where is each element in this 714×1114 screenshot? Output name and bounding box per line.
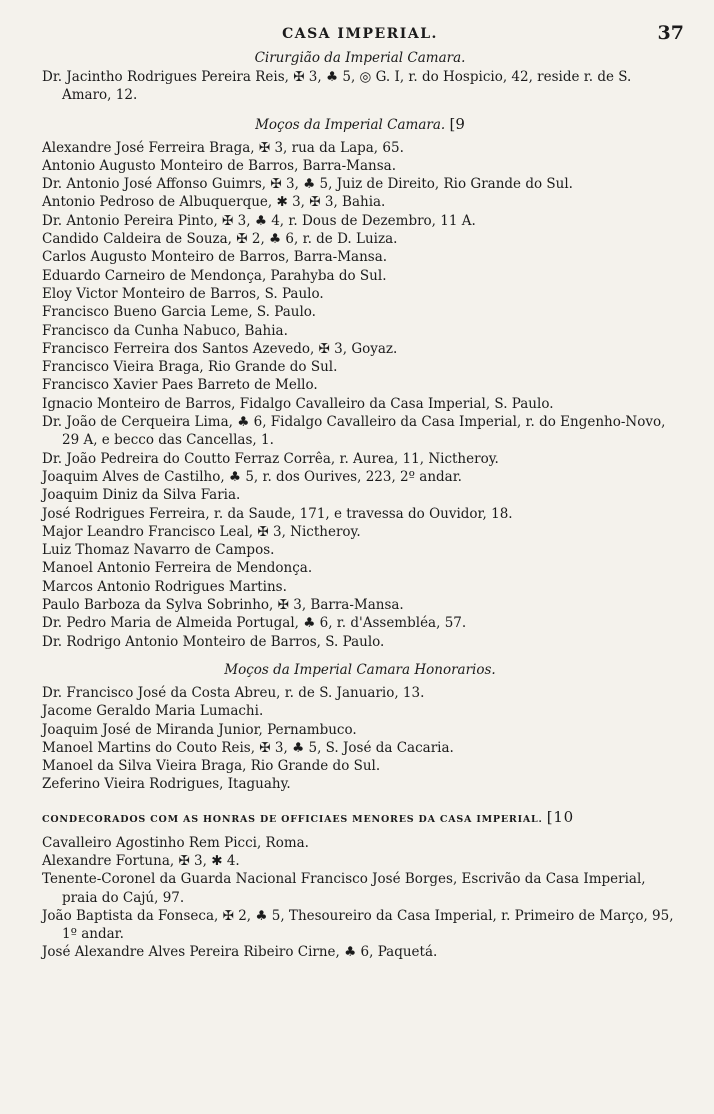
- section-heading-cirurgiao: Cirurgião da Imperial Camara.: [254, 50, 466, 66]
- list-item: Dr. Francisco José da Costa Abreu, r. de S. Januario, 13.: [42, 684, 425, 701]
- page-number: 37: [657, 22, 684, 44]
- list-item: Dr. Rodrigo Antonio Monteiro de Barros, S. Paulo.: [42, 633, 385, 650]
- list-item: Dr. João de Cerqueira Lima, ♣ 6, Fidalgo Cavalleiro da Casa Imperial, r. do Engenho-Novo, 29 A, e becco das Cancellas, 1.: [42, 414, 666, 449]
- list-item: Francisco Vieira Braga, Rio Grande do Sul.: [42, 359, 338, 376]
- list-item: Major Leandro Francisco Leal, ✠ 3, Nictheroy.: [42, 523, 361, 540]
- list-item: João Baptista da Fonseca, ✠ 2, ♣ 5, Thesoureiro da Casa Imperial, r. Primeiro de Março, 95, 1º andar.: [42, 907, 674, 943]
- list-item: Manoel Martins do Couto Reis, ✠ 3, ♣ 5, S. José da Cacaria.: [42, 739, 454, 756]
- list-item: Jacome Geraldo Maria Lumachi.: [42, 703, 264, 720]
- condecorados-list: [42, 834, 678, 962]
- list-item: Marcos Antonio Rodrigues Martins.: [42, 578, 287, 595]
- list-item: Francisco da Cunha Nabuco, Bahia.: [42, 322, 288, 339]
- list-item: Dr. Antonio Pereira Pinto, ✠ 3, ♣ 4, r. Dous de Dezembro, 11 A.: [42, 212, 476, 229]
- list-item: Eduardo Carneiro de Mendonça, Parahyba do Sul.: [42, 267, 387, 284]
- section-heading-honorarios: Moços da Imperial Camara Honorarios.: [224, 661, 496, 678]
- list-item: Dr. João Pedreira do Coutto Ferraz Corrêa, r. Aurea, 11, Nictheroy.: [42, 450, 499, 467]
- list-item: Antonio Pedroso de Albuquerque, ✱ 3, ✠ 3, Bahia.: [42, 194, 386, 211]
- list-item: José Alexandre Alves Pereira Ribeiro Cirne, ♣ 6, Paquetá.: [42, 944, 438, 961]
- section-heading-condecorados: CONDECORADOS COM AS HONRAS DE OFFICIAES MENORES DA CASA IMPERIAL. [10: [42, 807, 575, 826]
- list-item: Dr. Pedro Maria de Almeida Portugal, ♣ 6, r. d'Assembléa, 57.: [42, 615, 467, 632]
- list-item: Cavalleiro Agostinho Rem Picci, Roma.: [42, 834, 309, 851]
- list-item: Joaquim José de Miranda Junior, Pernambuco.: [42, 721, 357, 738]
- list-item: Joaquim Alves de Castilho, ♣ 5, r. dos Ourives, 223, 2º andar.: [42, 468, 462, 485]
- list-item: Francisco Xavier Paes Barreto de Mello.: [42, 377, 318, 394]
- list-item: José Rodrigues Ferreira, r. da Saude, 171, e travessa do Ouvidor, 18.: [42, 505, 513, 522]
- list-item: Joaquim Diniz da Silva Faria.: [42, 487, 241, 504]
- list-item: Dr. Jacintho Rodrigues Pereira Reis, ✠ 3, ♣ 5, ◎ G. I, r. do Hospicio, 42, reside r. de S. Amaro, 12.: [42, 69, 632, 104]
- reference-note: [10: [546, 807, 575, 826]
- list-item: Manoel da Silva Vieira Braga, Rio Grande do Sul.: [42, 758, 381, 775]
- list-item: Dr. Antonio José Affonso Guimrs, ✠ 3, ♣ 5, Juiz de Direito, Rio Grande do Sul.: [42, 176, 573, 193]
- list-item: Candido Caldeira de Souza, ✠ 2, ♣ 6, r. de D. Luiza.: [42, 231, 398, 248]
- page-body: [42, 48, 678, 962]
- list-item: Francisco Bueno Garcia Leme, S. Paulo.: [42, 304, 316, 321]
- reference-note: [9: [449, 114, 465, 133]
- section-heading-mocos: Moços da Imperial Camara. [9: [255, 114, 465, 133]
- list-item: Tenente-Coronel da Guarda Nacional Francisco José Borges, Escrivão da Casa Imperial, praia do Cajú, 97.: [42, 871, 646, 906]
- list-item: Ignacio Monteiro de Barros, Fidalgo Cavalleiro da Casa Imperial, S. Paulo.: [42, 395, 554, 412]
- list-item: Luiz Thomaz Navarro de Campos.: [42, 542, 275, 559]
- honorarios-list: [42, 684, 678, 794]
- list-item: Francisco Ferreira dos Santos Azevedo, ✠ 3, Goyaz.: [42, 340, 398, 357]
- list-item: Eloy Victor Monteiro de Barros, S. Paulo.: [42, 285, 324, 302]
- list-item: Paulo Barboza da Sylva Sobrinho, ✠ 3, Barra-Mansa.: [42, 597, 404, 614]
- list-item: Manoel Antonio Ferreira de Mendonça.: [42, 560, 313, 577]
- mocos-list: [42, 139, 678, 651]
- list-item: Zeferino Vieira Rodrigues, Itaguahy.: [42, 776, 291, 793]
- list-item: Antonio Augusto Monteiro de Barros, Barra-Mansa.: [42, 157, 396, 174]
- list-item: Carlos Augusto Monteiro de Barros, Barra-Mansa.: [42, 249, 388, 266]
- running-head: CASA IMPERIAL.: [282, 26, 438, 42]
- list-item: Alexandre Fortuna, ✠ 3, ✱ 4.: [42, 852, 240, 869]
- list-item: Alexandre José Ferreira Braga, ✠ 3, rua da Lapa, 65.: [42, 139, 404, 156]
- page-header: [40, 22, 684, 48]
